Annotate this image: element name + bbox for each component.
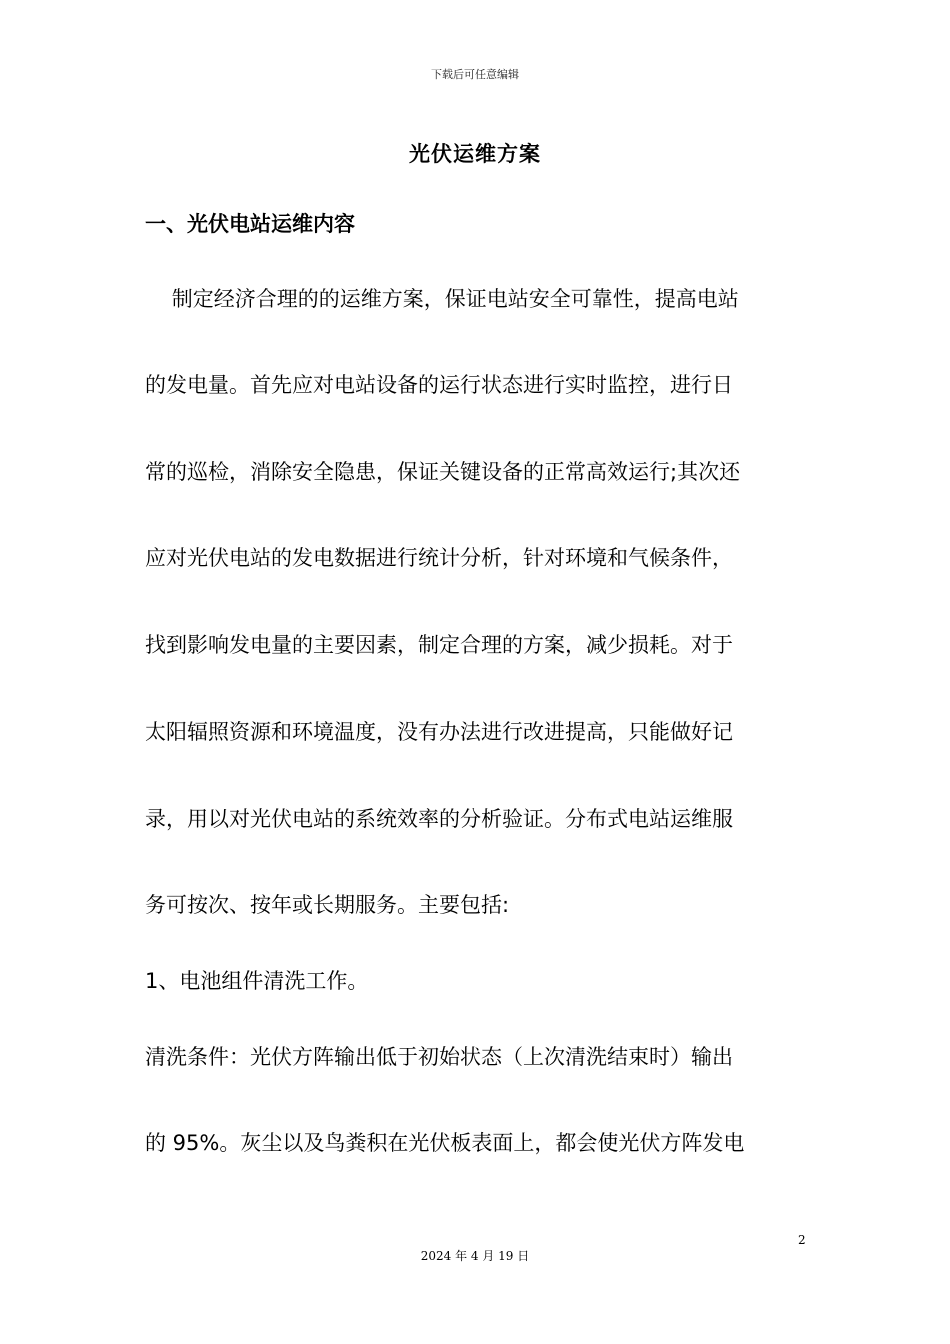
document-title: 光伏运维方案 bbox=[409, 142, 541, 166]
paragraph-line: 常的巡检，消除安全隐患，保证关键设备的正常高效运行;其次还 bbox=[145, 460, 741, 484]
paragraph-line: 的发电量。首先应对电站设备的运行状态进行实时监控，进行日 bbox=[145, 373, 733, 397]
paragraph-line: 制定经济合理的的运维方案，保证电站安全可靠性，提高电站 bbox=[145, 287, 739, 311]
header-note: 下载后可任意编辑 bbox=[431, 68, 519, 81]
footer-date: 2024 年 4 月 19 日 bbox=[420, 1249, 530, 1263]
paragraph-line: 找到影响发电量的主要因素，制定合理的方案，减少损耗。对于 bbox=[145, 633, 733, 657]
page-number: 2 bbox=[798, 1233, 806, 1247]
paragraph-line: 录，用以对光伏电站的系统效率的分析验证。分布式电站运维服 bbox=[145, 807, 733, 831]
list-item: 1、电池组件清洗工作。 bbox=[145, 969, 369, 993]
section-heading: 一、光伏电站运维内容 bbox=[145, 212, 355, 236]
paragraph-line: 务可按次、按年或长期服务。主要包括: bbox=[145, 893, 510, 917]
cleaning-line: 的 95%。灰尘以及鸟粪积在光伏板表面上，都会使光伏方阵发电 bbox=[145, 1131, 745, 1155]
cleaning-line: 清洗条件：光伏方阵输出低于初始状态（上次清洗结束时）输出 bbox=[145, 1045, 733, 1069]
paragraph-line: 应对光伏电站的发电数据进行统计分析，针对环境和气候条件， bbox=[145, 546, 733, 570]
paragraph-line: 太阳辐照资源和环境温度，没有办法进行改进提高，只能做好记 bbox=[145, 720, 733, 744]
